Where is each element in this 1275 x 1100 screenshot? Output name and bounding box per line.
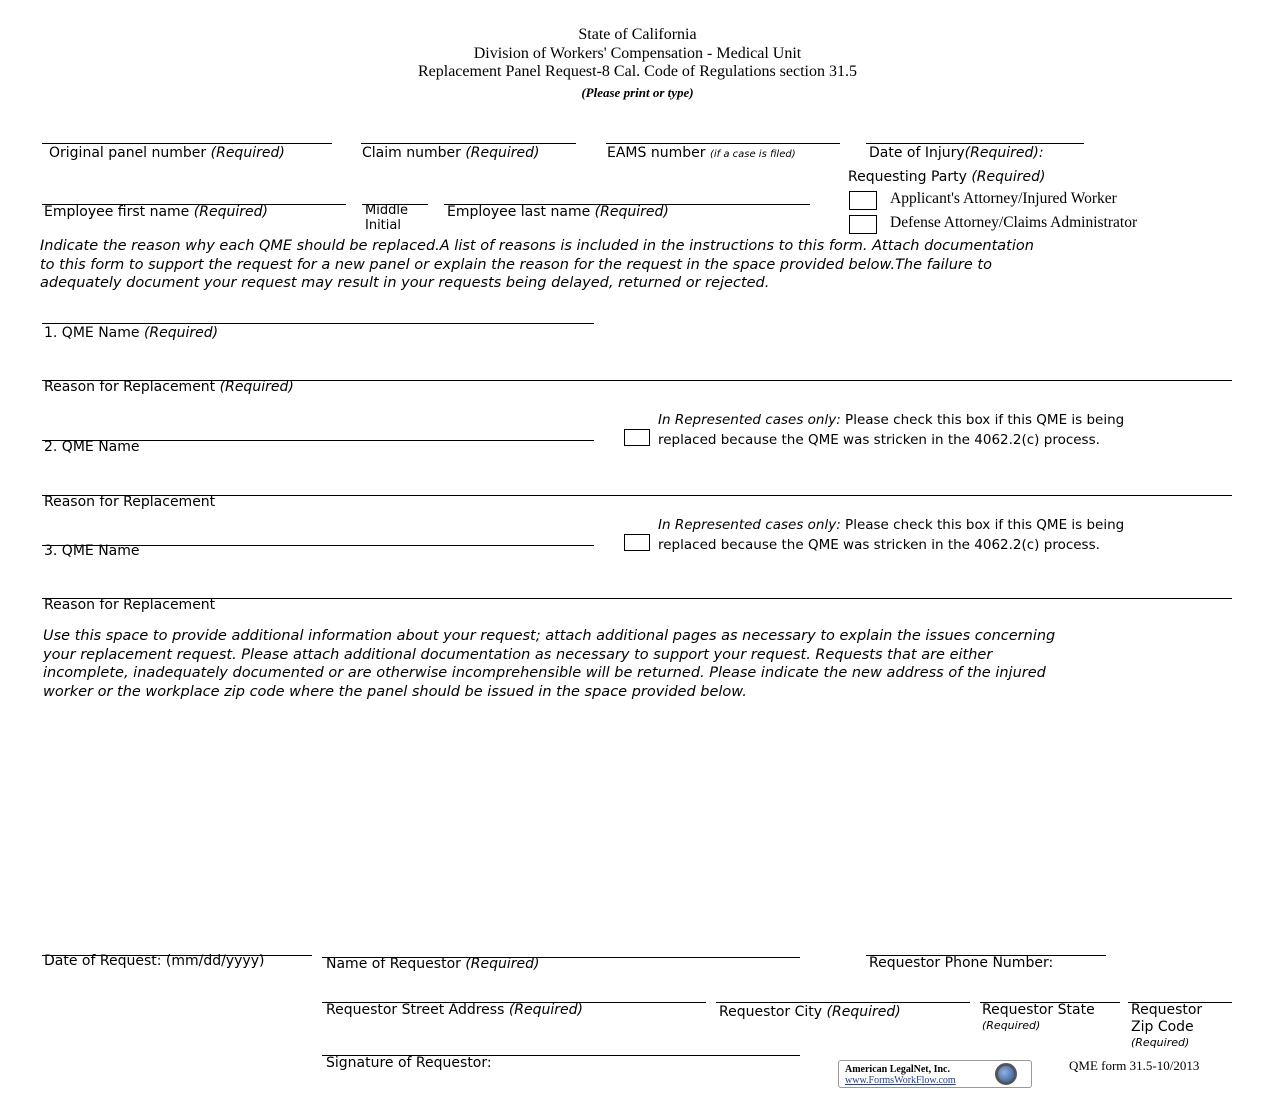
eams-number-label: EAMS number (if a case is filed) — [607, 145, 796, 161]
eams-number-input[interactable] — [606, 143, 840, 144]
qme3-represented-note: In Represented cases only: Please check this box if this QME is being replaced because the QME was stricken in the 4062.2(c) process. — [658, 517, 1125, 553]
qme1-name-label: 1. QME Name (Required) — [44, 325, 219, 341]
qme1-reason-label: Reason for Replacement (Required) — [44, 379, 294, 395]
middle-initial-label: Middle Initial — [365, 203, 408, 233]
qme3-reason-input[interactable] — [42, 598, 1232, 599]
american-legalnet-logo[interactable] — [838, 1060, 1032, 1088]
original-panel-input[interactable] — [42, 143, 332, 144]
form-print-note: (Please print or type) — [581, 85, 694, 100]
defense-attorney-label: Defense Attorney/Claims Administrator — [890, 214, 1138, 231]
form-title: Replacement Panel Request-8 Cal. Code of Regulations section 31.5 — [417, 63, 857, 80]
logo-website-link[interactable]: www.FormsWorkFlow.com — [845, 1075, 956, 1086]
qme3-stricken-checkbox[interactable] — [624, 534, 650, 551]
employee-first-name-label: Employee first name (Required) — [44, 204, 268, 220]
date-of-request-label: Date of Request: (mm/dd/yyyy) — [44, 953, 265, 969]
qme2-reason-label: Reason for Replacement — [44, 494, 216, 510]
claim-number-input[interactable] — [361, 143, 576, 144]
date-of-injury-input[interactable] — [866, 143, 1084, 144]
signature-label: Signature of Requestor: — [326, 1055, 492, 1071]
requestor-phone-label: Requestor Phone Number: — [869, 955, 1054, 971]
globe-icon — [995, 1063, 1017, 1085]
additional-info-textarea[interactable] — [42, 708, 1232, 938]
form-division-title: Division of Workers' Compensation - Medical Unit — [473, 45, 802, 62]
qme2-stricken-checkbox[interactable] — [624, 429, 650, 446]
requesting-party-label: Requesting Party (Required) — [848, 169, 1046, 185]
qme2-name-label: 2. QME Name — [44, 439, 140, 455]
defense-attorney-checkbox[interactable] — [849, 215, 877, 234]
claim-number-label: Claim number (Required) — [362, 145, 540, 161]
requestor-zip-label: Requestor Zip Code (Required) — [1131, 1002, 1203, 1049]
instructions-additional-info: Use this space to provide additional information about your request; attach additional pages as necessary to explain the issues concerning your replacement request. Please attach additional documentation as necessary to support your request. Requests that are either incomplete, inadequately documented or are otherwise incomprehensible will be returned. Please indicate the new address of the injured worker or the workplace zip code where the panel should be issued in the space provided below. — [43, 628, 1056, 700]
qme2-represented-note: In Represented cases only: Please check this box if this QME is being replaced because the QME was stricken in the 4062.2(c) process. — [658, 412, 1125, 448]
form-state-title: State of California — [578, 26, 697, 43]
qme3-reason-label: Reason for Replacement — [44, 597, 216, 613]
requestor-city-label: Requestor City (Required) — [719, 1004, 901, 1020]
qme3-name-label: 3. QME Name — [44, 543, 140, 559]
requestor-city-input[interactable] — [716, 1002, 970, 1003]
qme2-reason-input[interactable] — [42, 495, 1232, 496]
applicant-attorney-label: Applicant's Attorney/Injured Worker — [890, 190, 1117, 207]
form-id: QME form 31.5-10/2013 — [1069, 1058, 1200, 1073]
instructions-replacement-reasons: Indicate the reason why each QME should be replaced.A list of reasons is included in the instructions to this form. Attach documentation to this form to support the request for a new panel or explain the reason for the request in the space provided below.The failure to adequately document your request may result in your requests being delayed, returned or rejected. — [40, 238, 1034, 291]
qme1-name-input[interactable] — [42, 323, 594, 324]
requestor-street-label: Requestor Street Address (Required) — [326, 1002, 584, 1018]
date-of-injury-label: Date of Injury(Required): — [869, 145, 1044, 161]
employee-last-name-label: Employee last name (Required) — [447, 204, 669, 220]
name-of-requestor-label: Name of Requestor (Required) — [326, 956, 540, 972]
applicant-attorney-checkbox[interactable] — [849, 191, 877, 210]
requestor-state-label: Requestor State (Required) — [982, 1002, 1095, 1032]
logo-company-name: American LegalNet, Inc. — [845, 1064, 950, 1075]
original-panel-label: Original panel number (Required) — [49, 145, 285, 161]
